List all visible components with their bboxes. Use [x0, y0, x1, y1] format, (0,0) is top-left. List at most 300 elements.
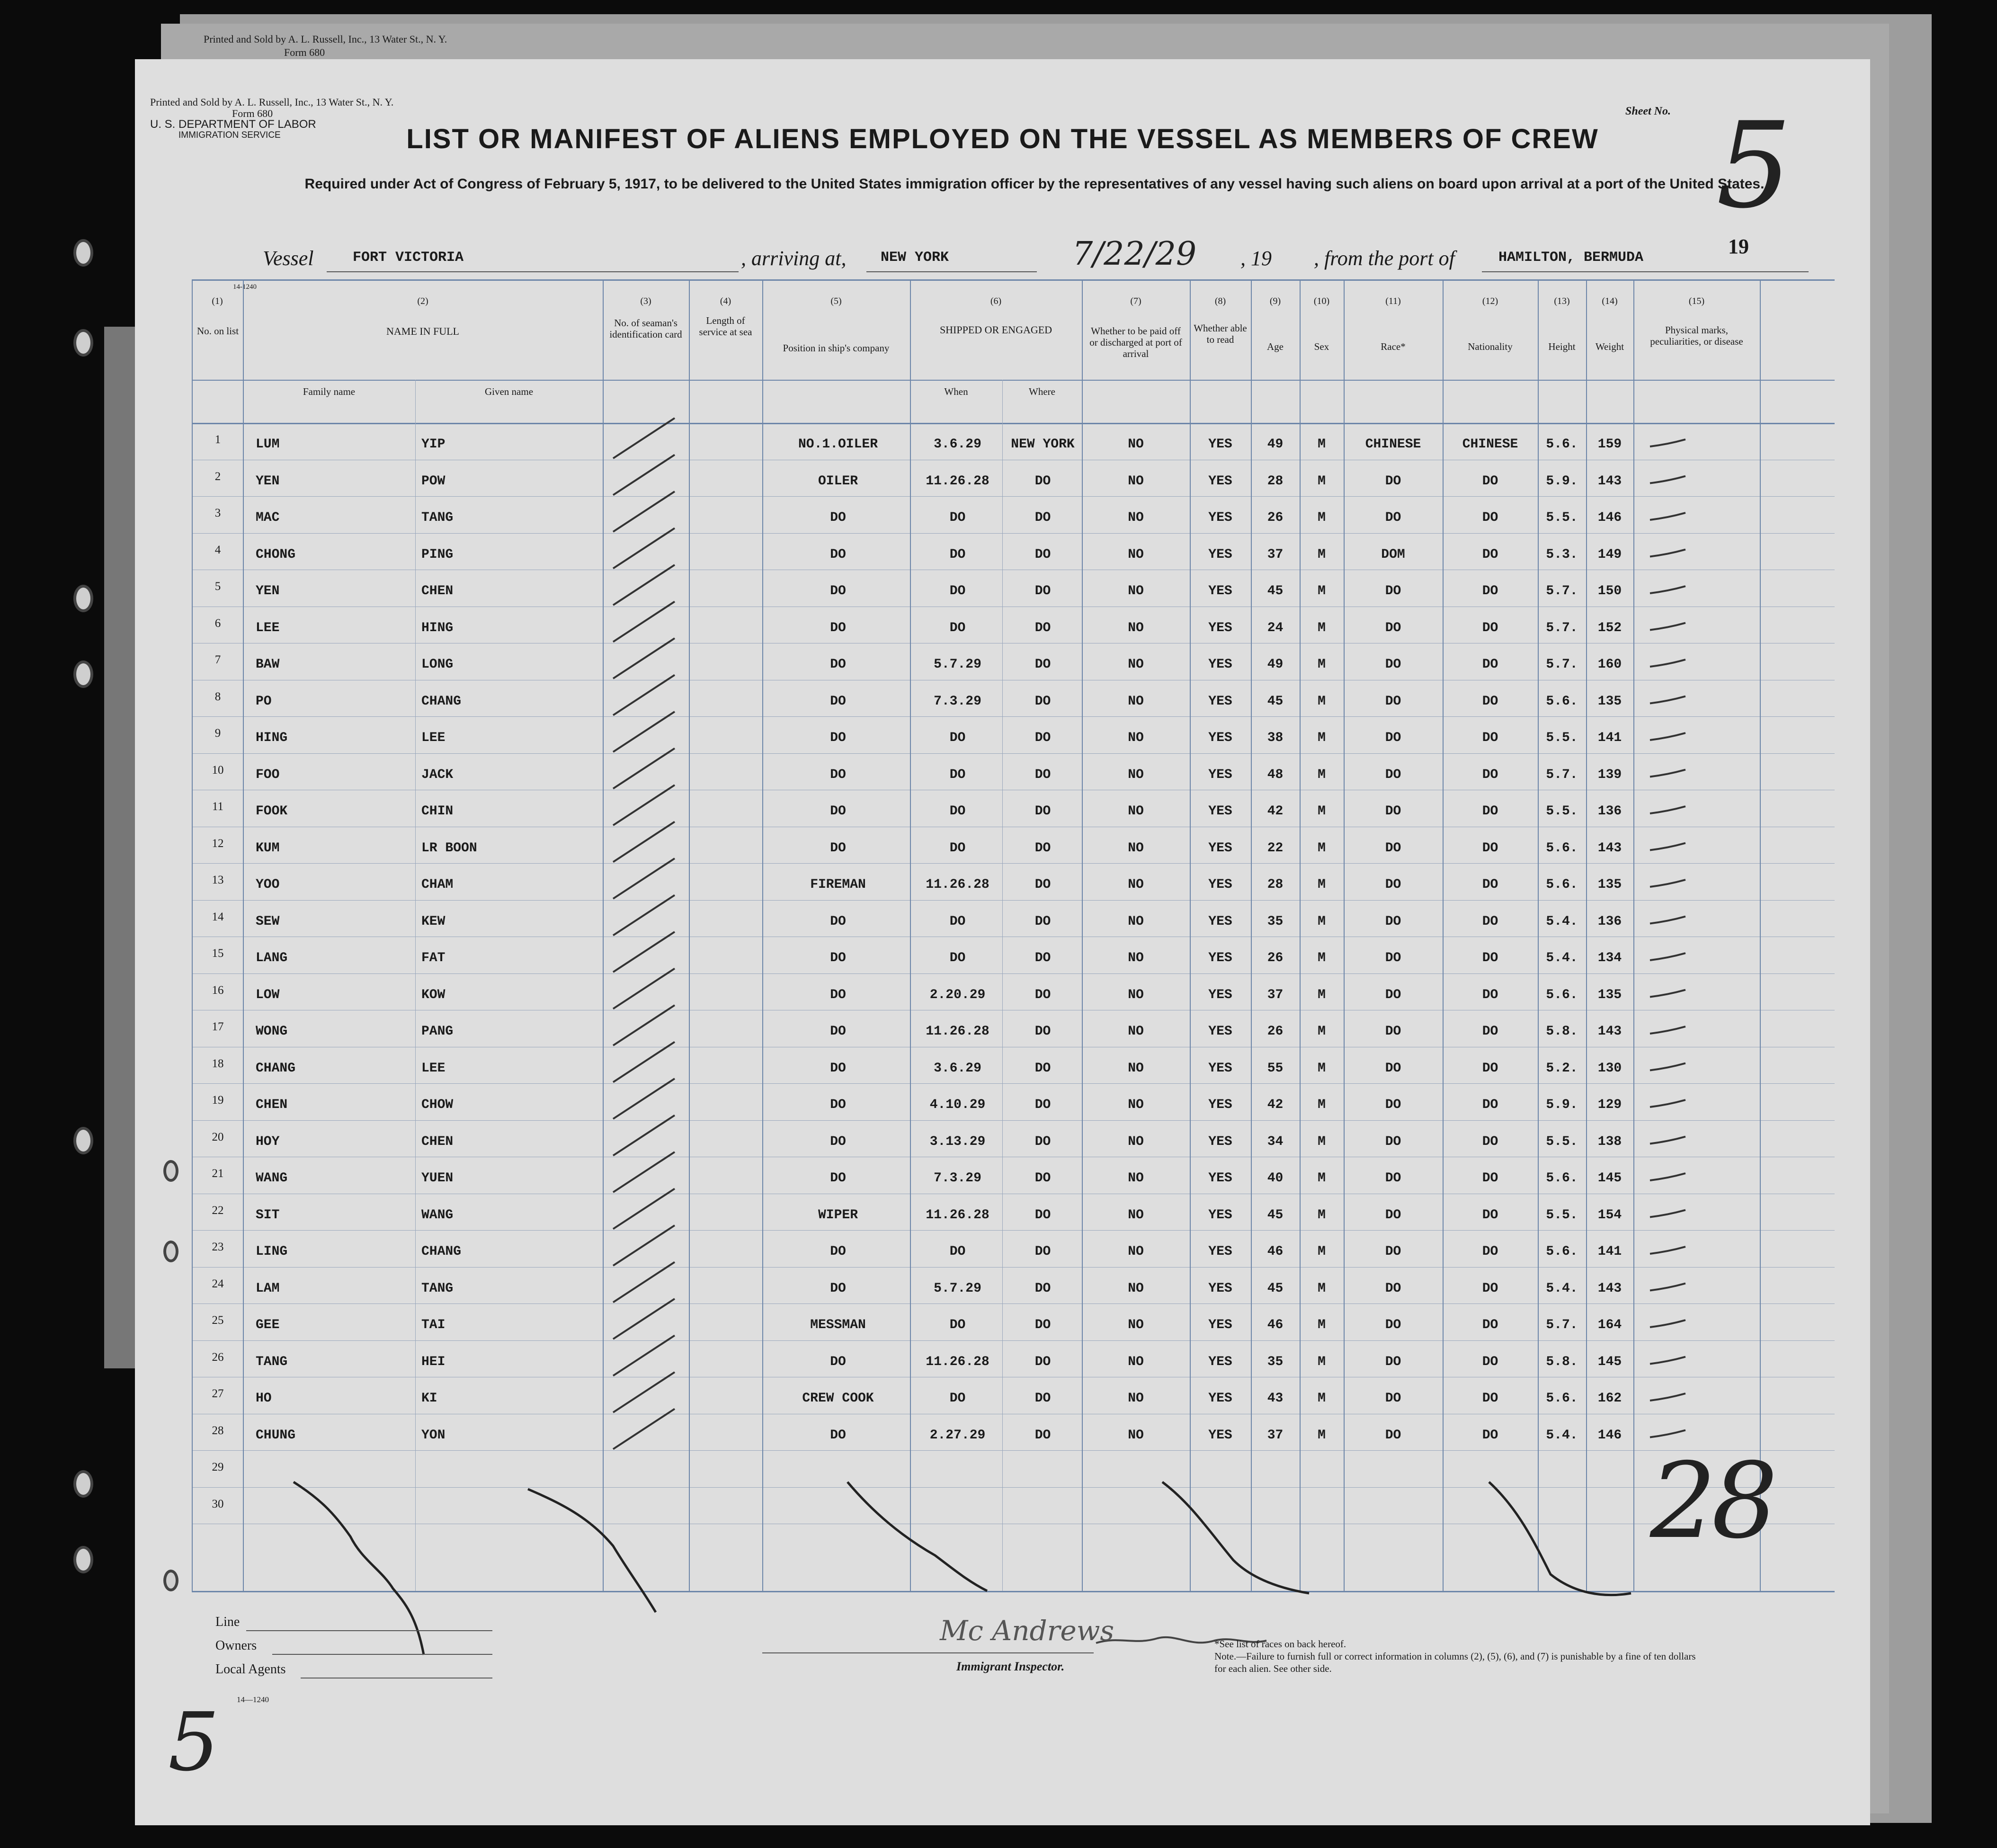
- form-number: Form 680: [232, 107, 273, 119]
- cell-sex: M: [1318, 731, 1326, 745]
- binder-hole: [73, 1546, 93, 1573]
- cell-when: DO: [949, 510, 966, 525]
- cell-position: WIPER: [818, 1207, 858, 1223]
- row-number: 1: [214, 433, 221, 446]
- cell-race: DO: [1385, 1134, 1401, 1149]
- cell-read: YES: [1208, 1134, 1232, 1149]
- cell-weight: 162: [1597, 1391, 1622, 1406]
- check-mark: [1650, 1173, 1685, 1180]
- binder-hole: [163, 1570, 178, 1591]
- cell-paid: NO: [1128, 694, 1144, 709]
- cell-age: 28: [1267, 473, 1284, 489]
- cell-where: DO: [1034, 1134, 1051, 1149]
- cell-weight: 139: [1597, 767, 1622, 782]
- sheet-number: 5: [1716, 97, 1792, 234]
- col-num-6: (6): [990, 296, 1002, 306]
- cell-where: DO: [1034, 767, 1051, 782]
- row-number: 7: [214, 653, 221, 666]
- row-number: 17: [212, 1020, 224, 1033]
- card-slash-mark: [613, 1262, 675, 1303]
- check-mark: [1650, 476, 1685, 483]
- col-num-3: (3): [640, 296, 651, 306]
- cell-weight: 143: [1597, 473, 1622, 489]
- cell-family: LEE: [256, 620, 280, 635]
- cell-when: DO: [949, 1391, 966, 1406]
- cell-sex: M: [1318, 473, 1326, 489]
- check-mark: [1650, 586, 1685, 593]
- cell-nationality: DO: [1482, 1098, 1498, 1112]
- cell-paid: NO: [1128, 1244, 1144, 1259]
- cell-position: DO: [830, 840, 846, 856]
- cell-when: DO: [949, 1244, 966, 1259]
- cell-where: DO: [1034, 547, 1051, 562]
- row-number: 23: [212, 1241, 224, 1253]
- cell-position: DO: [830, 547, 846, 562]
- cell-given: CHAM: [421, 877, 454, 892]
- cell-paid: NO: [1128, 473, 1144, 489]
- cell-weight: 145: [1597, 1354, 1622, 1369]
- cell-nationality: DO: [1482, 657, 1498, 672]
- check-mark: [1650, 1357, 1685, 1364]
- cell-given: HEI: [421, 1354, 446, 1369]
- cell-nationality: DO: [1482, 877, 1498, 892]
- local-agents-label: Local Agents: [215, 1662, 286, 1677]
- cell-family: CHUNG: [256, 1428, 296, 1443]
- cell-sex: M: [1318, 1171, 1326, 1186]
- cell-given: CHANG: [421, 1244, 462, 1259]
- cell-position: MESSMAN: [810, 1318, 866, 1332]
- cell-nationality: DO: [1482, 1318, 1498, 1332]
- cell-position: DO: [830, 914, 846, 929]
- cell-family: LUM: [256, 437, 280, 452]
- cell-paid: NO: [1128, 1134, 1144, 1149]
- cell-sex: M: [1318, 1061, 1326, 1076]
- cell-given: JACK: [421, 767, 454, 782]
- cell-paid: NO: [1128, 510, 1144, 525]
- cell-sex: M: [1318, 951, 1326, 965]
- cell-paid: NO: [1128, 1354, 1144, 1369]
- cell-read: YES: [1208, 1061, 1232, 1076]
- cell-where: DO: [1034, 1281, 1051, 1296]
- cell-height: 5.5.: [1546, 1134, 1578, 1149]
- cell-read: YES: [1208, 1024, 1232, 1039]
- cell-where: DO: [1034, 1171, 1051, 1186]
- cell-height: 5.6.: [1546, 1391, 1578, 1406]
- cell-height: 5.5.: [1546, 804, 1578, 819]
- col-head-read: Whether able to read: [1194, 322, 1247, 345]
- cell-when: 3.6.29: [934, 1061, 981, 1076]
- cell-paid: NO: [1128, 914, 1144, 929]
- cell-where: DO: [1034, 657, 1051, 672]
- card-slash-mark: [613, 858, 675, 899]
- inspector-signature: Mc Andrews: [940, 1615, 1114, 1647]
- sheet-no-label: Sheet No.: [1625, 105, 1671, 117]
- cell-age: 45: [1267, 1281, 1284, 1296]
- col-num-12: (12): [1482, 296, 1498, 306]
- check-mark: [1650, 1210, 1685, 1217]
- cell-position: DO: [830, 620, 846, 635]
- cell-race: DO: [1385, 840, 1401, 856]
- card-slash-mark: [613, 1152, 675, 1192]
- cell-family: YEN: [256, 473, 280, 489]
- cell-where: DO: [1034, 840, 1051, 856]
- cell-when: DO: [949, 620, 966, 635]
- cell-sex: M: [1318, 657, 1326, 672]
- cell-sex: M: [1318, 840, 1326, 856]
- col-head-when: When: [944, 386, 968, 397]
- cell-given: LR BOON: [421, 840, 477, 856]
- cell-paid: NO: [1128, 731, 1144, 745]
- col-head-family: Family name: [303, 386, 356, 397]
- cell-given: PANG: [421, 1024, 454, 1039]
- cell-when: 4.10.29: [929, 1098, 986, 1112]
- card-slash-mark: [613, 602, 675, 642]
- cell-where: DO: [1034, 473, 1051, 489]
- year-label: , 19: [1240, 247, 1272, 270]
- cell-family: HO: [256, 1391, 272, 1406]
- check-mark: [1650, 880, 1685, 887]
- cell-nationality: DO: [1482, 1391, 1498, 1406]
- handwritten-marks: [135, 59, 1870, 1825]
- check-mark: [1650, 660, 1685, 667]
- cell-family: LOW: [256, 987, 280, 1002]
- check-mark: [1650, 733, 1685, 740]
- card-slash-mark: [613, 712, 675, 752]
- row-number: 4: [214, 543, 221, 556]
- row-number: 16: [212, 983, 224, 997]
- cell-height: 5.6.: [1546, 877, 1578, 892]
- cell-paid: NO: [1128, 767, 1144, 782]
- cell-weight: 141: [1597, 731, 1622, 745]
- cell-height: 5.5.: [1546, 731, 1578, 745]
- cell-age: 46: [1267, 1318, 1284, 1332]
- cell-family: HING: [256, 731, 288, 745]
- cell-height: 5.7.: [1546, 767, 1578, 782]
- cell-when: 11.26.28: [926, 1024, 990, 1039]
- cell-where: DO: [1034, 1207, 1051, 1223]
- cell-position: DO: [830, 584, 846, 598]
- check-mark: [1650, 953, 1685, 960]
- binder-hole: [73, 661, 93, 688]
- row-number: 8: [214, 690, 221, 703]
- cell-age: 37: [1267, 987, 1284, 1002]
- card-slash-mark: [613, 455, 675, 495]
- cell-sex: M: [1318, 1354, 1326, 1369]
- col-head-given: Given name: [484, 386, 534, 397]
- printer-note: Printed and Sold by A. L. Russell, Inc., 13 Water St., N. Y.: [150, 96, 394, 108]
- check-mark: [1650, 843, 1685, 850]
- cell-paid: NO: [1128, 1171, 1144, 1186]
- cell-given: FAT: [421, 951, 446, 965]
- cell-age: 26: [1267, 510, 1284, 525]
- check-mark: [1650, 1137, 1685, 1144]
- col-head-no: No. on list: [196, 325, 239, 337]
- cell-race: DO: [1385, 473, 1401, 489]
- card-slash-mark: [613, 1042, 675, 1082]
- cell-race: DO: [1385, 987, 1401, 1002]
- margin-number: 5: [168, 1696, 220, 1789]
- cell-nationality: DO: [1482, 1024, 1498, 1039]
- row-number: 6: [214, 616, 221, 630]
- row-number: 26: [212, 1350, 224, 1364]
- cell-age: 49: [1267, 437, 1284, 452]
- cell-sex: M: [1318, 1391, 1326, 1406]
- cell-sex: M: [1318, 620, 1326, 635]
- cell-read: YES: [1208, 473, 1232, 489]
- cell-weight: 146: [1597, 1428, 1622, 1443]
- row-number: 10: [212, 763, 224, 777]
- cell-read: YES: [1208, 767, 1232, 782]
- cell-race: DO: [1385, 1281, 1401, 1296]
- row-number: 27: [212, 1387, 224, 1400]
- cell-sex: M: [1318, 1024, 1326, 1039]
- cell-family: FOO: [256, 767, 280, 782]
- col-num-5: (5): [830, 296, 842, 306]
- check-mark: [1650, 623, 1685, 630]
- cell-nationality: DO: [1482, 951, 1498, 965]
- cell-height: 5.6.: [1546, 437, 1578, 452]
- binder-hole: [163, 1160, 178, 1182]
- manifest-sheet: [135, 59, 1870, 1825]
- col-head-paid-off: Whether to be paid off or discharged at port of arrival: [1089, 325, 1182, 359]
- cell-height: 5.9.: [1546, 473, 1578, 489]
- cell-height: 5.7.: [1546, 657, 1578, 672]
- col-head-physical-marks: Physical marks, peculiarities, or disease: [1650, 324, 1743, 347]
- col-num-13: (13): [1554, 296, 1570, 306]
- cell-nationality: CHINESE: [1462, 437, 1518, 452]
- card-slash-mark: [613, 528, 675, 569]
- cell-where: DO: [1034, 694, 1051, 709]
- cell-race: DO: [1385, 951, 1401, 965]
- row-number: 22: [212, 1204, 224, 1217]
- cell-nationality: DO: [1482, 1171, 1498, 1186]
- row-number: 2: [214, 470, 221, 483]
- card-slash-mark: [613, 638, 675, 678]
- card-slash-mark: [613, 932, 675, 972]
- cell-race: DO: [1385, 1171, 1401, 1186]
- cell-read: YES: [1208, 1354, 1232, 1369]
- code-small: 14-1240: [233, 283, 257, 291]
- page-marker: 19: [1728, 235, 1749, 258]
- cell-sex: M: [1318, 547, 1326, 562]
- cell-age: 35: [1267, 914, 1284, 929]
- cell-weight: 130: [1597, 1061, 1622, 1076]
- cell-race: DO: [1385, 767, 1401, 782]
- cell-weight: 143: [1597, 840, 1622, 856]
- cell-height: 5.3.: [1546, 547, 1578, 562]
- check-mark: [1650, 439, 1685, 446]
- cell-weight: 154: [1597, 1207, 1622, 1223]
- cell-given: HING: [421, 620, 454, 635]
- cell-race: DO: [1385, 1244, 1401, 1259]
- cell-where: DO: [1034, 1428, 1051, 1443]
- cell-read: YES: [1208, 1318, 1232, 1332]
- col-head-shipped: SHIPPED OR ENGAGED: [939, 324, 1052, 336]
- cell-nationality: DO: [1482, 1428, 1498, 1443]
- cell-read: YES: [1208, 987, 1232, 1002]
- cell-read: YES: [1208, 840, 1232, 856]
- cell-race: DO: [1385, 731, 1401, 745]
- cell-race: DO: [1385, 804, 1401, 819]
- cell-nationality: DO: [1482, 1061, 1498, 1076]
- cell-race: DO: [1385, 584, 1401, 598]
- cell-race: DO: [1385, 914, 1401, 929]
- cell-read: YES: [1208, 694, 1232, 709]
- cell-paid: NO: [1128, 1391, 1144, 1406]
- cell-when: 11.26.28: [926, 473, 990, 489]
- cell-where: DO: [1034, 510, 1051, 525]
- cell-age: 46: [1267, 1244, 1284, 1259]
- cell-age: 45: [1267, 584, 1284, 598]
- cell-sex: M: [1318, 437, 1326, 452]
- cell-sex: M: [1318, 1244, 1326, 1259]
- cell-age: 37: [1267, 1428, 1284, 1443]
- cell-family: GEE: [256, 1318, 280, 1332]
- card-slash-mark: [613, 565, 675, 605]
- cell-paid: NO: [1128, 1024, 1144, 1039]
- col-num-9: (9): [1269, 296, 1281, 306]
- cell-nationality: DO: [1482, 547, 1498, 562]
- col-head-length: Length of service at sea: [699, 315, 752, 338]
- check-mark: [1650, 770, 1685, 777]
- card-slash-mark: [613, 822, 675, 862]
- row-number: 21: [212, 1167, 224, 1180]
- cell-height: 5.6.: [1546, 694, 1578, 709]
- cell-age: 45: [1267, 1207, 1284, 1223]
- col-head-age: Age: [1267, 341, 1284, 352]
- cell-paid: NO: [1128, 1281, 1144, 1296]
- cell-read: YES: [1208, 547, 1232, 562]
- cell-when: 11.26.28: [926, 1207, 990, 1223]
- cell-family: LING: [256, 1244, 288, 1259]
- cell-read: YES: [1208, 731, 1232, 745]
- cell-weight: 141: [1597, 1244, 1622, 1259]
- check-mark: [1650, 696, 1685, 704]
- inspector-label: Immigrant Inspector.: [956, 1660, 1065, 1673]
- owners-label: Owners: [215, 1638, 257, 1653]
- cell-family: FOOK: [256, 804, 288, 819]
- cell-read: YES: [1208, 657, 1232, 672]
- cell-family: WANG: [256, 1171, 288, 1186]
- cell-given: CHOW: [421, 1098, 454, 1112]
- cell-age: 43: [1267, 1391, 1284, 1406]
- cell-age: 35: [1267, 1354, 1284, 1369]
- cell-age: 26: [1267, 951, 1284, 965]
- cell-height: 5.8.: [1546, 1354, 1578, 1369]
- cell-read: YES: [1208, 1098, 1232, 1112]
- cell-paid: NO: [1128, 804, 1144, 819]
- cell-paid: NO: [1128, 1428, 1144, 1443]
- cell-height: 5.8.: [1546, 1024, 1578, 1039]
- cell-when: DO: [949, 1318, 966, 1332]
- cell-race: DO: [1385, 1207, 1401, 1223]
- card-slash-mark: [613, 418, 675, 458]
- col-num-7: (7): [1130, 296, 1141, 306]
- cell-given: TAI: [421, 1318, 446, 1332]
- col-num-15: (15): [1688, 296, 1705, 306]
- cell-age: 48: [1267, 767, 1284, 782]
- cell-position: DO: [830, 1171, 846, 1186]
- cell-paid: NO: [1128, 987, 1144, 1002]
- cell-read: YES: [1208, 1171, 1232, 1186]
- cell-age: 40: [1267, 1171, 1284, 1186]
- footer-code: 14—1240: [237, 1695, 269, 1704]
- cell-position: DO: [830, 510, 846, 525]
- arrival-port: NEW YORK: [881, 250, 949, 266]
- cell-when: 11.26.28: [926, 877, 990, 892]
- col-head-sex: Sex: [1314, 341, 1329, 352]
- cell-position: DO: [830, 1281, 846, 1296]
- cell-read: YES: [1208, 914, 1232, 929]
- cell-given: TANG: [421, 1281, 454, 1296]
- cell-position: DO: [830, 694, 846, 709]
- row-number: 13: [212, 874, 224, 886]
- cell-family: KUM: [256, 840, 280, 856]
- card-slash-mark: [613, 1189, 675, 1229]
- cell-given: PING: [421, 547, 454, 562]
- cell-when: 3.13.29: [929, 1134, 986, 1149]
- cell-age: 37: [1267, 547, 1284, 562]
- cell-height: 5.7.: [1546, 584, 1578, 598]
- cell-given: YIP: [421, 437, 446, 452]
- row-number: 25: [212, 1314, 224, 1327]
- cell-given: YUEN: [421, 1171, 454, 1186]
- cell-position: DO: [830, 1354, 846, 1369]
- cell-given: LEE: [421, 731, 446, 745]
- cell-age: 45: [1267, 694, 1284, 709]
- cell-where: NEW YORK: [1011, 437, 1075, 452]
- cell-paid: NO: [1128, 951, 1144, 965]
- cell-nationality: DO: [1482, 914, 1498, 929]
- cell-position: DO: [830, 1024, 846, 1039]
- cell-where: DO: [1034, 951, 1051, 965]
- cell-read: YES: [1208, 951, 1232, 965]
- row-number: 14: [212, 910, 224, 923]
- cell-weight: 135: [1597, 694, 1622, 709]
- cell-family: YEN: [256, 584, 280, 598]
- cell-nationality: DO: [1482, 840, 1498, 856]
- row-number: 24: [212, 1277, 224, 1290]
- page-title: LIST OR MANIFEST OF ALIENS EMPLOYED ON THE VESSEL AS MEMBERS OF CREW: [406, 124, 1599, 154]
- cell-weight: 145: [1597, 1171, 1622, 1186]
- row-number: 20: [212, 1130, 224, 1143]
- col-head-nationality: Nationality: [1468, 341, 1513, 352]
- page-subtitle: Required under Act of Congress of February 5, 1917, to be delivered to the United States immigration officer by the representatives of any vessel having such aliens on board upon arrival at a port of the United States.: [304, 176, 1765, 192]
- cell-height: 5.4.: [1546, 1428, 1578, 1443]
- cell-age: 42: [1267, 1098, 1284, 1112]
- row-number: 5: [214, 580, 221, 593]
- cell-position: DO: [830, 804, 846, 819]
- cell-age: 38: [1267, 731, 1284, 745]
- card-slash-mark: [613, 491, 675, 532]
- cell-height: 5.5.: [1546, 510, 1578, 525]
- cell-age: 26: [1267, 1024, 1284, 1039]
- row-number: 30: [212, 1497, 224, 1510]
- race-note: *See list of races on back hereof.: [1214, 1638, 1346, 1650]
- row-number: 9: [214, 727, 221, 740]
- cell-read: YES: [1208, 620, 1232, 635]
- cell-nationality: DO: [1482, 767, 1498, 782]
- check-mark: [1650, 917, 1685, 924]
- cell-height: 5.6.: [1546, 1171, 1578, 1186]
- cell-where: DO: [1034, 1391, 1051, 1406]
- cell-sex: M: [1318, 987, 1326, 1002]
- cell-family: SEW: [256, 914, 280, 929]
- cell-where: DO: [1034, 1098, 1051, 1112]
- cell-when: DO: [949, 731, 966, 745]
- cell-weight: 150: [1597, 584, 1622, 598]
- cell-sex: M: [1318, 510, 1326, 525]
